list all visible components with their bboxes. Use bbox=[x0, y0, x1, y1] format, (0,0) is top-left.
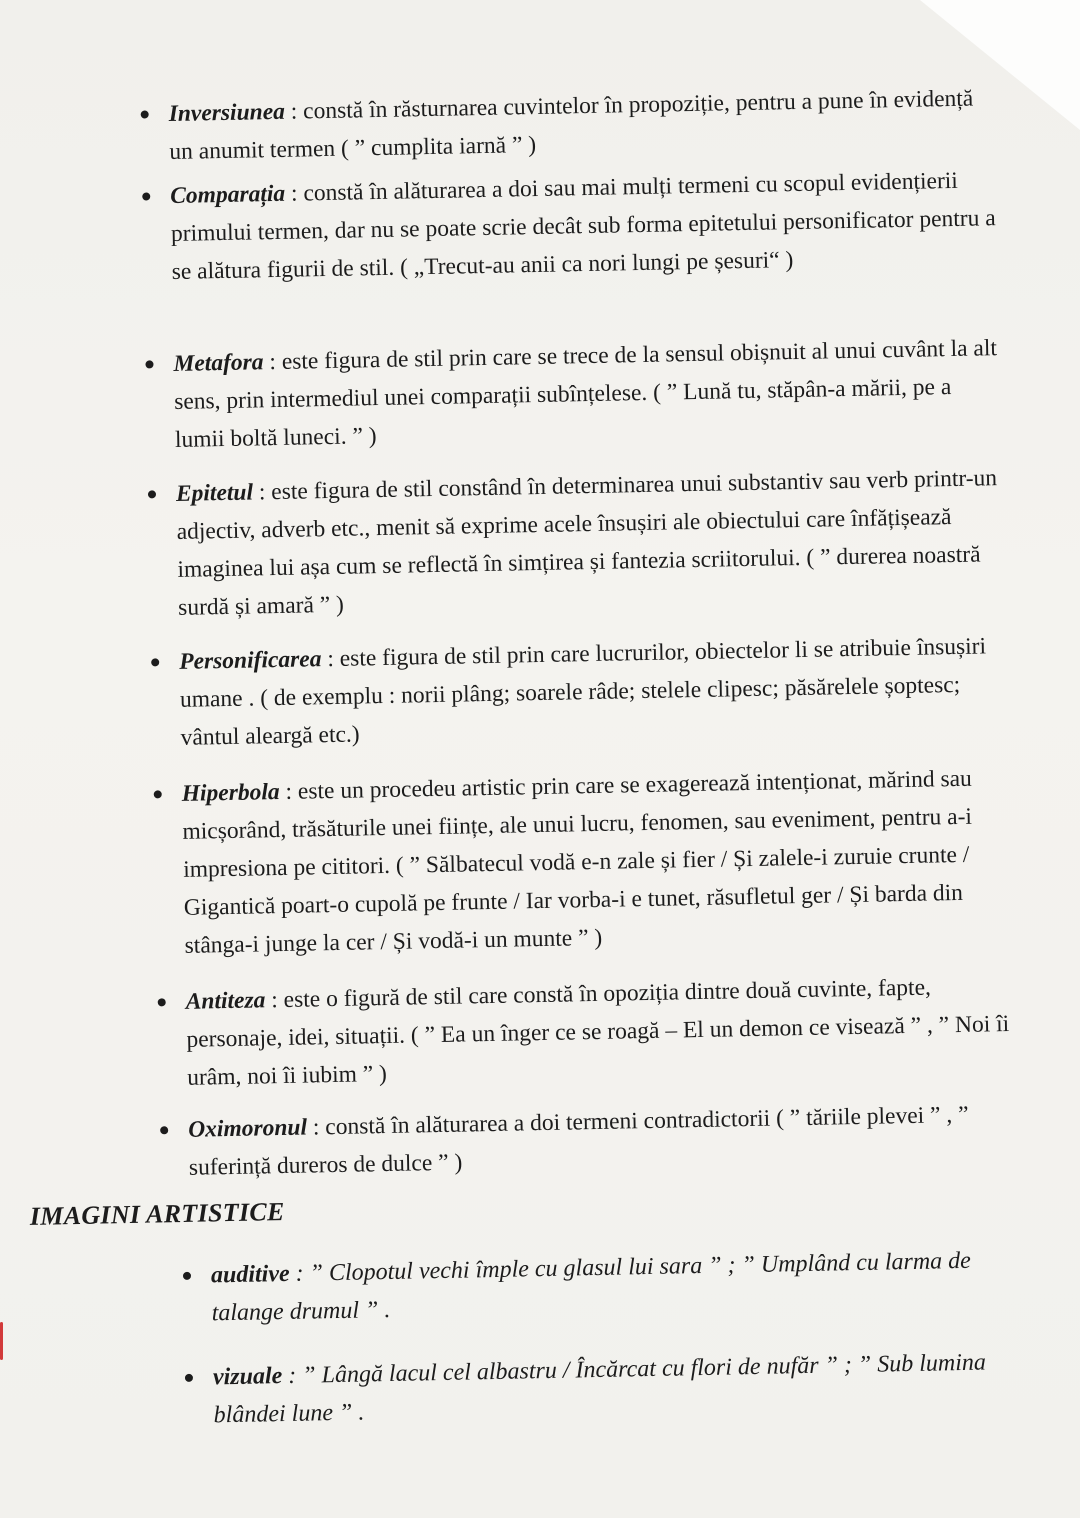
figure-item-comparatia bbox=[170, 161, 1002, 291]
image-example: : ” Lângă lacul cel albastru / Încărcat cu flori de nufăr ” ; ” Sub lumina blândei lune ” . bbox=[213, 1349, 987, 1429]
figure-item-antiteza bbox=[185, 967, 1017, 1097]
figure-item-hiperbola bbox=[181, 759, 1014, 965]
figure-term: Antiteza bbox=[185, 987, 266, 1015]
figure-item-personificarea bbox=[179, 627, 1011, 757]
bullet-icon bbox=[148, 490, 156, 498]
figure-definition: : este figura de stil prin care lucrurilor, obiectelor li se atribuie însușiri umane . ( de exemplu : norii plâng; soarele râde; stelele clipesc; păsărelele șoptesc; vântul aleargă etc.) bbox=[179, 633, 987, 751]
figure-term: Comparația bbox=[170, 180, 286, 210]
bullet-icon bbox=[183, 1272, 191, 1280]
image-item-vizuale bbox=[213, 1342, 1044, 1434]
figure-term: Oximoronul bbox=[187, 1114, 308, 1143]
figure-term: Hiperbola bbox=[181, 779, 280, 807]
bullet-icon bbox=[145, 360, 153, 368]
figure-definition: : este figura de stil constând în determinarea unui substantiv sau verb printr-un adjectiv, adverb etc., menit să exprime acele însușiri ale obiectului care înfățișează imaginea lui așa cum se reflectă în simțirea și fantezia scriitorului. ( ” durerea noastră surdă și amară ” ) bbox=[176, 465, 998, 621]
image-term: auditive bbox=[210, 1260, 290, 1289]
figure-definition: : este o figură de stil care constă în opoziția dintre două cuvinte, fapte, personaje, idei, situații. ( ” Ea un înger ce se roagă – El un demon ce visează ” , ” Noi îi urâm, noi îi iubim ” ) bbox=[186, 974, 1010, 1091]
figure-definition: : constă în alăturarea a doi sau mai mulți termeni cu scopul evidențierii primului termen, dar nu se poate scrie decât sub forma epitetului personificator pentru a se alătura figurii de stil. ( „Trecut-au anii ca nori lungi pe șesuri“ ) bbox=[170, 167, 996, 285]
margin-mark bbox=[0, 1322, 3, 1360]
figure-item-metafora bbox=[173, 329, 1005, 459]
bullet-icon bbox=[185, 1374, 193, 1382]
bullet-icon bbox=[158, 998, 166, 1006]
bullet-icon bbox=[160, 1126, 168, 1134]
bullet-icon bbox=[142, 192, 150, 200]
figure-term: Metafora bbox=[173, 349, 264, 377]
figure-item-epitetul bbox=[176, 459, 1009, 627]
image-example: : ” Clopotul vechi împle cu glasul lui sara ” ; ” Umplând cu larma de talange drumul ” . bbox=[211, 1247, 972, 1327]
figure-definition: : este un procedeu artistic prin care se exagerează intenționat, mărind sau micșorând, trăsăturile unei ființe, ale unui lucru, fenomen, sau eveniment, pentru a-i impresiona pe cititori. ( ” Sălbatecul vodă e-n zale și fier / Și zalele-i zuruie crunte / Gigantică poart-o cupolă pe frunte / Iar vorba-i e tunet, răsufletul ger / Și barda din stânga-i junge la cer / Și vodă-i un munte ” ) bbox=[182, 765, 973, 959]
figure-term: Personificarea bbox=[178, 646, 322, 675]
image-term: vizuale bbox=[212, 1363, 283, 1391]
section-heading-imagini: IMAGINI ARTISTICE bbox=[29, 1196, 285, 1231]
bullet-icon bbox=[151, 658, 159, 666]
figure-item-oximoronul bbox=[188, 1095, 1019, 1187]
figure-definition: : constă în răsturnarea cuvintelor în propoziție, pentru a pune în evidență un anumit termen ( ” cumplita iarnă ” ) bbox=[169, 85, 974, 166]
image-item-auditive bbox=[211, 1240, 1042, 1332]
bullet-icon bbox=[154, 790, 162, 798]
figure-definition: : constă în alăturarea a doi termeni contradictorii ( ” tăriile plevei ” , ” suferință dureros de dulce ” ) bbox=[188, 1101, 969, 1181]
figure-term: Epitetul bbox=[175, 479, 254, 507]
figure-item-inversiunea bbox=[168, 79, 999, 171]
figure-definition: : este figura de stil prin care se trece de la sensul obișnuit al unui cuvânt la alt sens, prin intermediul unei comparații subînțelese. ( ” Lună tu, stăpân-a mării, pe a lumii boltă luneci. ” ) bbox=[173, 335, 998, 453]
figure-term: Inversiunea bbox=[168, 98, 286, 128]
bullet-icon bbox=[141, 110, 149, 118]
